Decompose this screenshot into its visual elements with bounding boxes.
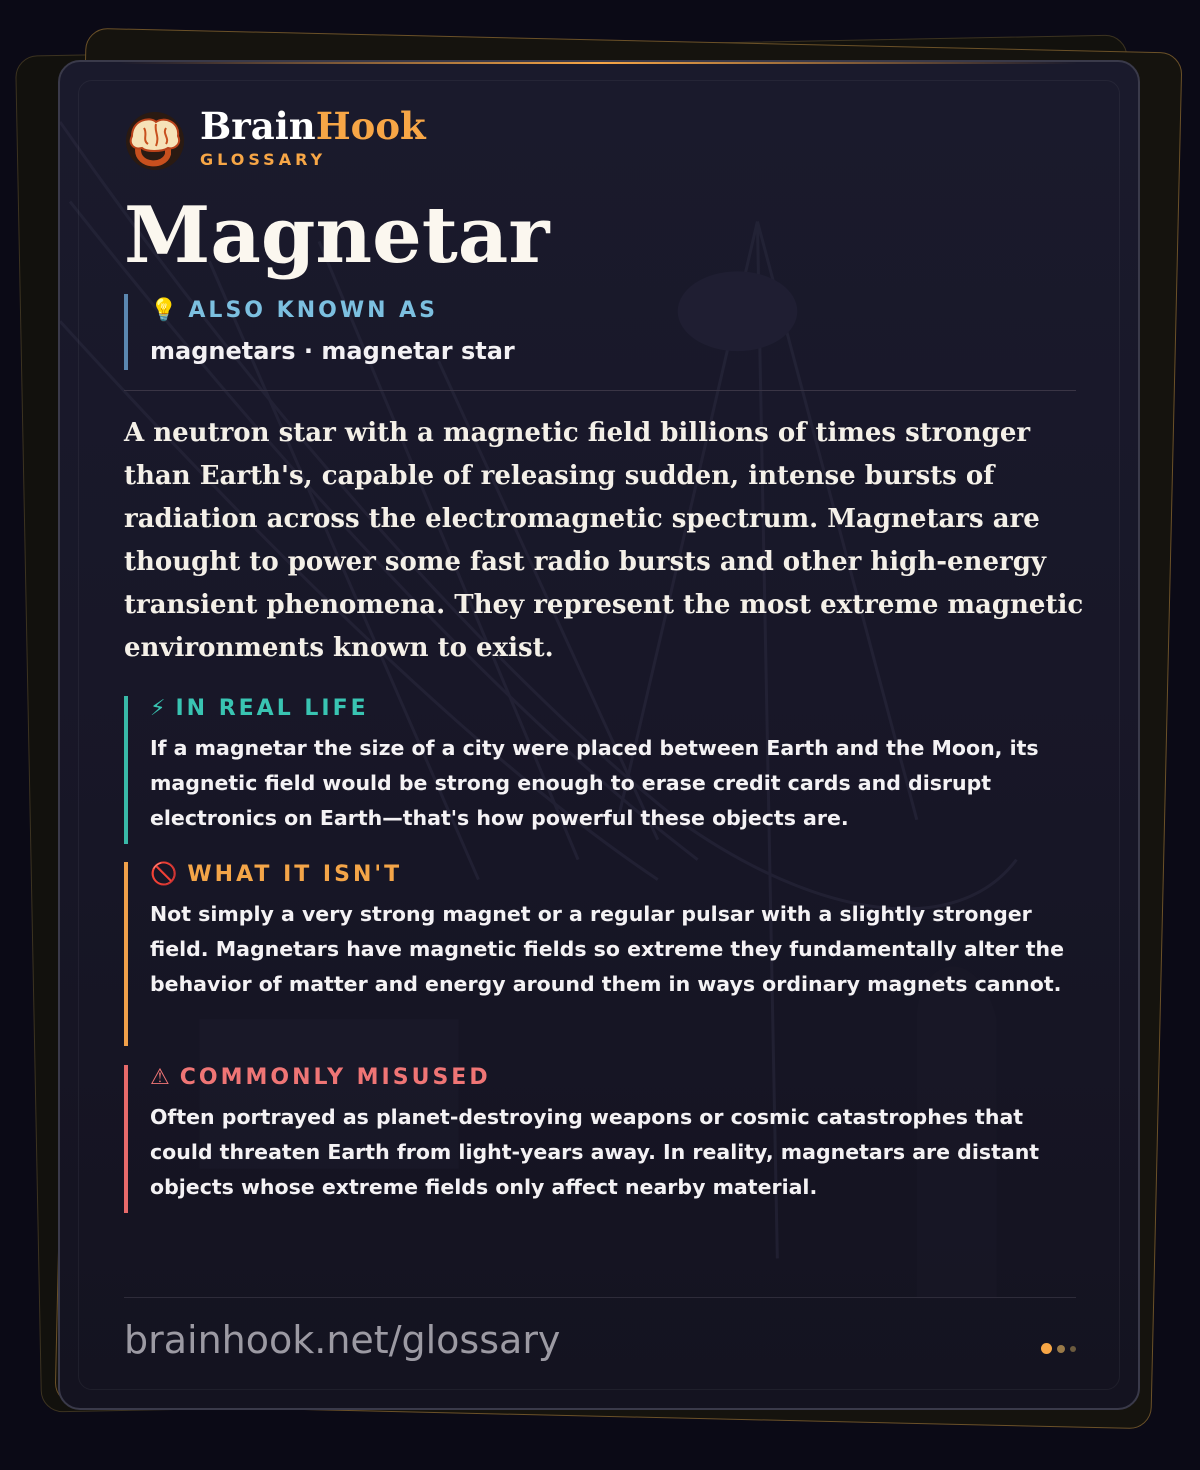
section-heading: [150, 862, 1084, 887]
page-dot: [1057, 1345, 1065, 1353]
also-known-as-values: magnetars · magnetar star: [150, 337, 515, 365]
prohibited-icon: 🚫: [150, 862, 178, 887]
page-indicator-dots: [1036, 1338, 1076, 1350]
section-heading: [150, 1065, 1084, 1090]
brain-hook-logo-icon: [124, 110, 186, 172]
warning-icon: ⚠: [150, 1065, 170, 1090]
lightbulb-icon: 💡: [150, 298, 181, 323]
divider: [124, 390, 1076, 391]
footer-divider: [124, 1297, 1076, 1298]
brand-subtitle: GLOSSARY: [200, 150, 327, 169]
section-body: Often portrayed as planet-destroying weapons or cosmic catastrophes that could threaten Earth from light-years away. In reality, magnetars are distant objects whose extreme fields only affect nearby material.: [150, 1105, 1040, 1199]
glossary-card: [58, 60, 1140, 1410]
page-dot: [1070, 1346, 1076, 1352]
card-top-accent-line: [120, 62, 1078, 64]
lightning-icon: ⚡: [150, 696, 166, 721]
page-dot-active: [1041, 1343, 1052, 1354]
also-known-as-block: [124, 294, 1084, 370]
also-known-as-label: ALSO KNOWN AS: [188, 298, 439, 323]
footer-url: brainhook.net/glossary: [124, 1318, 561, 1362]
section-what-it-isnt: [124, 862, 1084, 1046]
section-body: Not simply a very strong magnet or a regular pulsar with a slightly stronger field. Magnetars have magnetic fields so extreme they fundamentally alter the behavior of matter and energy around them in ways ordinary magnets cannot.: [150, 902, 1064, 996]
brand-name-part1: Brain: [200, 104, 316, 148]
section-commonly-misused: [124, 1065, 1084, 1213]
section-heading: [150, 696, 1084, 721]
definition-text: A neutron star with a magnetic field billions of times stronger than Earth's, capable of releasing sudden, intense bursts of radiation across the electromagnetic spectrum. Magnetars are thought to power some fast radio bursts and other high-energy transient phenomena. They represent the most extreme magnetic environments known to exist.: [124, 418, 1084, 663]
section-label: COMMONLY MISUSED: [179, 1065, 491, 1090]
brand-name-part2: Hook: [315, 104, 426, 148]
section-body: If a magnetar the size of a city were placed between Earth and the Moon, its magnetic field would be strong enough to erase credit cards and disrupt electronics on Earth—that's how powerful these objects are.: [150, 736, 1039, 830]
section-label: WHAT IT ISN'T: [187, 862, 403, 887]
brand-name: [200, 104, 426, 148]
section-label: IN REAL LIFE: [175, 696, 369, 721]
also-known-as-heading: [150, 298, 1084, 323]
section-in-real-life: [124, 696, 1084, 844]
term-title: Magnetar: [124, 190, 550, 281]
